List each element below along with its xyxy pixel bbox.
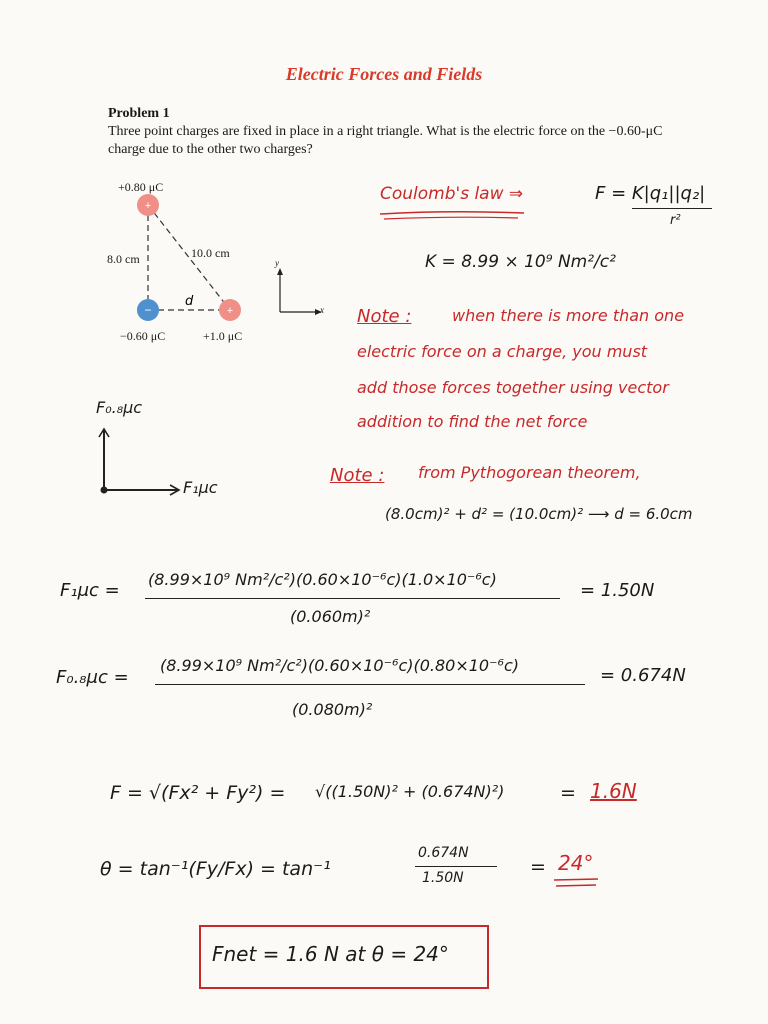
f1-denominator: (0.060m)²	[290, 607, 371, 626]
coulomb-fraction-bar	[632, 208, 712, 209]
force-right-label: F₁μc	[183, 478, 218, 497]
f1-result: = 1.50N	[580, 580, 655, 601]
page-title: Electric Forces and Fields	[285, 64, 483, 84]
note2-label: Note :	[330, 465, 385, 486]
fnet-lhs: F = √(Fx² + Fy²) =	[110, 782, 286, 804]
coulomb-underline	[378, 208, 528, 222]
theta-fraction-bar	[415, 866, 497, 867]
side-hypotenuse-label: 10.0 cm	[191, 246, 230, 260]
fnet-middle: √((1.50N)² + (0.674N)²)	[315, 782, 505, 801]
problem-heading: Problem 1	[108, 106, 170, 121]
coulomb-law-label: Coulomb's law ⇒	[380, 184, 524, 204]
f2-denominator: (0.080m)²	[292, 700, 373, 719]
fnet-result: 1.6N	[590, 779, 637, 803]
force-up-label: F₀.₈μc	[96, 398, 143, 417]
f2-result: = 0.674N	[600, 665, 686, 686]
note2-line1: from Pythogorean theorem,	[418, 463, 641, 482]
minus-sign: −	[144, 303, 152, 317]
f1-numerator: (8.99×10⁹ Nm²/c²)(0.60×10⁻⁶c)(1.0×10⁻⁶c)	[148, 570, 497, 589]
axis-x-label: x	[320, 305, 324, 315]
theta-equals: =	[530, 856, 546, 878]
note1-line2: electric force on a charge, you must	[357, 342, 648, 361]
note1-line4: addition to find the net force	[357, 412, 588, 431]
fnet-equals: =	[560, 782, 576, 804]
theta-numerator: 0.674N	[418, 845, 469, 861]
theta-underline	[552, 876, 602, 890]
charge-bottom-left-label: −0.60 μC	[120, 329, 166, 343]
coulomb-denominator: r²	[670, 213, 681, 228]
f2-numerator: (8.99×10⁹ Nm²/c²)(0.60×10⁻⁶c)(0.80×10⁻⁶c)	[160, 656, 520, 675]
pythagorean-equation: (8.0cm)² + d² = (10.0cm)² ⟶ d = 6.0cm	[385, 505, 693, 523]
f2-fraction-bar	[155, 684, 585, 685]
note1-line3: add those forces together using vector	[357, 378, 669, 397]
problem-statement: Three point charges are fixed in place in a right triangle. What is the electric force on the −0.60-μC charge due to the other two charges?	[108, 124, 663, 157]
note1-label: Note :	[357, 306, 412, 327]
f2-lhs: F₀.₈μc =	[56, 667, 129, 688]
theta-denominator: 1.50N	[422, 870, 464, 886]
f1-fraction-bar	[145, 598, 560, 599]
k-value: K = 8.99 × 10⁹ Nm²/c²	[425, 252, 616, 272]
plus-sign-right: +	[226, 305, 234, 317]
force-vector-diagram	[90, 420, 190, 500]
axis-y-label: y	[275, 258, 279, 268]
plus-sign-top: +	[144, 200, 152, 212]
final-answer: Fnet = 1.6 N at θ = 24°	[212, 942, 449, 966]
coulomb-formula: F = K|q₁||q₂|	[595, 183, 706, 204]
side-vertical-label: 8.0 cm	[107, 252, 140, 266]
theta-result: 24°	[558, 851, 594, 875]
note1-line1: when there is more than one	[452, 306, 685, 325]
charge-top-label: +0.80 μC	[118, 180, 164, 194]
f1-lhs: F₁μc =	[60, 580, 120, 601]
side-d-label: d	[185, 294, 194, 309]
charge-bottom-right-label: +1.0 μC	[203, 329, 243, 343]
theta-lhs: θ = tan⁻¹(Fy/Fx) = tan⁻¹	[100, 858, 331, 880]
